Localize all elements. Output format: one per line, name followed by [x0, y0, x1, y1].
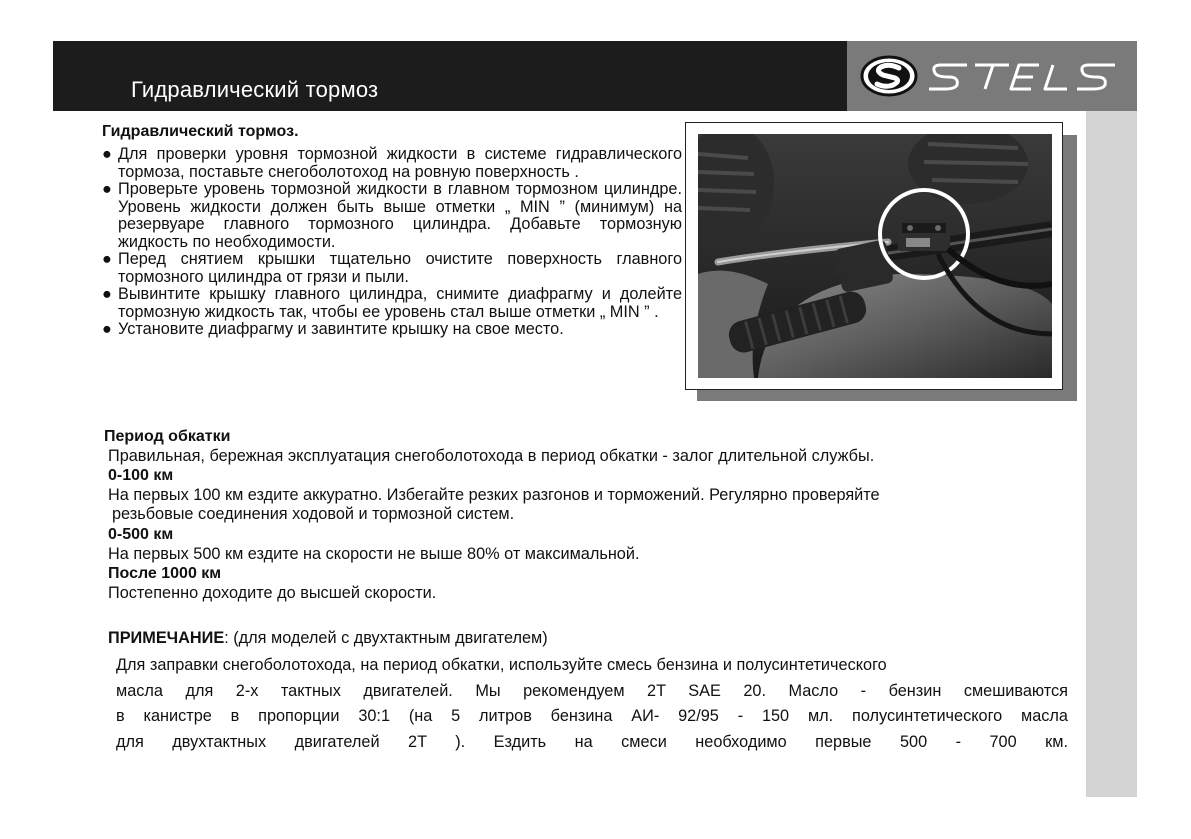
- stage-label: 0-100 км: [108, 467, 174, 485]
- stage-label: После 1000 км: [108, 565, 222, 583]
- note-line: в канистре в пропорции 30:1 (на 5 литров бензина АИ- 92/95 - 150 мл. полусинтетического масла: [116, 707, 1068, 725]
- brake-instructions-list: [102, 146, 682, 339]
- brake-photo-frame: [685, 122, 1063, 390]
- break-in-section: [104, 427, 1064, 603]
- brake-section-title: Гидравлический тормоз.: [102, 123, 299, 140]
- note-line: масла для 2-х тактных двигателей. Мы рекомендуем 2T SAE 20. Масло - бензин смешиваются: [116, 681, 1068, 700]
- stage-text: Постепенно доходите до высшей скорости.: [108, 583, 437, 602]
- stels-wordmark-icon: [927, 59, 1122, 95]
- note-suffix: : (для моделей с двухтактным двигателем): [224, 629, 548, 647]
- break-in-title: Период обкатки: [104, 428, 231, 445]
- list-item: ● Вывинтите крышку главного цилиндра, снимите диафрагму и долейте тормозную жидкость так, чтобы ее уровень стал выше отметки „ MIN ” .: [102, 285, 682, 321]
- stage-label: 0-500 км: [108, 525, 174, 543]
- page-side-strip: [1086, 111, 1137, 797]
- stage-text: На первых 500 км ездите на скорости не выше 80% от максимальной.: [108, 544, 640, 563]
- note-line: Для заправки снегоболотохода, на период обкатки, используйте смесь бензина и полусинтетического: [116, 656, 887, 674]
- note-line: для двухтактных двигателей 2T ). Ездить на смеси необходимо первые 500 - 700 км.: [116, 732, 1068, 751]
- list-item: ● Установите диафрагму и завинтите крышку на свое место.: [102, 320, 564, 338]
- page-header: [53, 41, 1137, 111]
- note-section: [108, 627, 1068, 755]
- stage-text: На первых 100 км ездите аккуратно. Избегайте резких разгонов и торможений. Регулярно проверяйте: [108, 485, 880, 504]
- stage-text-continued: резьбовые соединения ходовой и тормозной систем.: [112, 505, 515, 524]
- list-item: ● Проверьте уровень тормозной жидкости в главном тормозном цилиндре. Уровень жидкости должен быть выше отметки „ MIN ” (минимум) на резервуаре главного тормозного цилиндра. Добавьте тормозную жидкость по необходимости.: [102, 180, 682, 251]
- brake-master-cylinder-photo: [698, 134, 1052, 378]
- note-label: ПРИМЕЧАНИЕ: [108, 629, 225, 647]
- break-in-intro: Правильная, бережная эксплуатация снегоболотохода в период обкатки - залог длительной службы.: [108, 446, 875, 465]
- stels-s-emblem-icon: [859, 54, 919, 98]
- page-title: Гидравлический тормоз: [131, 77, 379, 102]
- note-heading: [108, 627, 1068, 649]
- note-body: [116, 653, 1068, 755]
- list-item: ● Перед снятием крышки тщательно очистите поверхность главного тормозного цилиндра от грязи и пыли.: [102, 250, 682, 286]
- list-item: ● Для проверки уровня тормозной жидкости в системе гидравлического тормоза, поставьте снегоболотоход на ровную поверхность .: [102, 145, 682, 181]
- brand-logo: [847, 41, 1137, 111]
